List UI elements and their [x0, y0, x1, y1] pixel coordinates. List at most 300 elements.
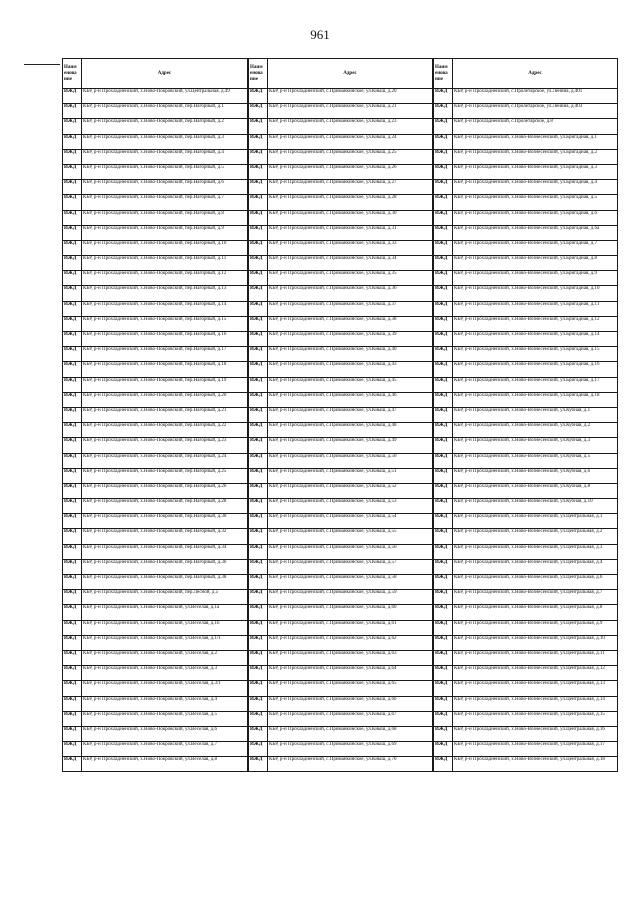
object-type: ИЖД [434, 529, 453, 544]
object-address: КБР, р-н Прохладненский, с.Приманкинское, ул.Кныш, д.66 [268, 696, 433, 711]
table-row [249, 650, 433, 665]
object-type: ИЖД [249, 104, 268, 119]
table-row [249, 377, 433, 392]
object-type: ИЖД [434, 392, 453, 407]
object-type: ИЖД [434, 240, 453, 255]
object-address: КБР, р-н Прохладненский, х.Ново-Покровский, пер.Нагорный, д.19 [82, 377, 248, 392]
table-row [249, 635, 433, 650]
table-row [249, 529, 433, 544]
object-type: ИЖД [249, 453, 268, 468]
object-type: ИЖД [434, 164, 453, 179]
object-type: ИЖД [63, 392, 82, 407]
object-type: ИЖД [434, 377, 453, 392]
object-type: ИЖД [63, 559, 82, 574]
table-row [63, 757, 248, 772]
table-row [63, 149, 248, 164]
object-address: КБР, р-н Прохладненский, х.Ново-Покровский, пер.Нагорный, д.14 [82, 301, 248, 316]
table-row [434, 210, 618, 225]
object-address: КБР, р-н Прохладненский, х.Ново-Покровский, ул.Веселая, д.3 [82, 666, 248, 681]
object-address: КБР, р-н Прохладненский, с.Пролетарское, ул.Ленина, д.403 [453, 104, 618, 119]
table-row [249, 301, 433, 316]
object-address: КБР, р-н Прохладненский, с.Приманкинское, ул.Кныш, д.70 [268, 757, 433, 772]
object-address: КБР, р-н Прохладненский, х.Ново-Вознесенский, ул.Кубная, д.6 [453, 468, 618, 483]
object-type: ИЖД [63, 635, 82, 650]
object-address: КБР, р-н Прохладненский, с.Приманкинское, ул.Кныш, д.26 [268, 164, 433, 179]
object-type: ИЖД [63, 286, 82, 301]
table-row [249, 514, 433, 529]
table-row [249, 332, 433, 347]
table-row [249, 423, 433, 438]
table-row [434, 180, 618, 195]
table-row [434, 726, 618, 741]
table-row [434, 225, 618, 240]
object-type: ИЖД [249, 681, 268, 696]
object-type: ИЖД [434, 423, 453, 438]
table-row [63, 180, 248, 195]
object-type: ИЖД [249, 726, 268, 741]
table-row [434, 650, 618, 665]
object-type: ИЖД [249, 635, 268, 650]
object-type: ИЖД [434, 149, 453, 164]
object-type: ИЖД [434, 316, 453, 331]
object-type: ИЖД [249, 210, 268, 225]
object-address: КБР, р-н Прохладненский, х.Ново-Покровский, ул.Веселая, д.1а [82, 605, 248, 620]
table-row [434, 742, 618, 757]
object-type: ИЖД [63, 514, 82, 529]
object-address: КБР, р-н Прохладненский, х.Ново-Вознесенский, ул.Центральная, д.16 [453, 726, 618, 741]
table-row [63, 119, 248, 134]
object-address: КБР, р-н Прохладненский, х.Ново-Покровский, пер.Нагорный, д.16 [82, 332, 248, 347]
object-address: КБР, р-н Прохладненский, х.Ново-Покровский, ул.Веселая, д.1/1 [82, 635, 248, 650]
object-address: КБР, р-н Прохладненский, х.Ново-Вознесенский, ул.Кубная, д.1 [453, 407, 618, 422]
object-type: ИЖД [249, 499, 268, 514]
table-row [63, 514, 248, 529]
object-address: КБР, р-н Прохладненский, с.Приманкинское, ул.Кныш, д.23 [268, 119, 433, 134]
table-row [63, 271, 248, 286]
object-type: ИЖД [434, 742, 453, 757]
object-address: КБР, р-н Прохладненский, с.Приманкинское, ул.Кныш, д.28 [268, 195, 433, 210]
table-row [249, 757, 433, 772]
object-type: ИЖД [434, 89, 453, 104]
object-address: КБР, р-н Прохладненский, х.Ново-Вознесенский, ул.Бригадная, д.6а [453, 225, 618, 240]
object-address: КБР, р-н Прохладненский, х.Ново-Вознесенский, ул.Бригадная, д.7 [453, 240, 618, 255]
object-address: КБР, р-н Прохладненский, х.Ново-Покровский, пер.Нагорный, д.28 [82, 499, 248, 514]
object-address: КБР, р-н Прохладненский, х.Ново-Вознесенский, ул.Бригадная, д.3 [453, 164, 618, 179]
object-address: КБР, р-н Прохладненский, х.Ново-Вознесенский, ул.Кубная, д.10 [453, 499, 618, 514]
object-address: КБР, р-н Прохладненский, с.Приманкинское, ул.Кныш, д.37 [268, 301, 433, 316]
table-row [63, 407, 248, 422]
object-address: КБР, р-н Прохладненский, с.Приманкинское, ул.Кныш, д.53 [268, 499, 433, 514]
table-row [63, 590, 248, 605]
table-row [249, 89, 433, 104]
table-row [63, 164, 248, 179]
object-address: КБР, р-н Прохладненский, с.Приманкинское, ул.Кныш, д.21 [268, 104, 433, 119]
table-row [63, 316, 248, 331]
object-type: ИЖД [249, 347, 268, 362]
object-type: ИЖД [63, 164, 82, 179]
object-type: ИЖД [63, 362, 82, 377]
object-type: ИЖД [63, 332, 82, 347]
object-type: ИЖД [63, 225, 82, 240]
table-row [249, 590, 433, 605]
object-type: ИЖД [63, 180, 82, 195]
table-row [63, 301, 248, 316]
object-type: ИЖД [434, 559, 453, 574]
table-row [249, 180, 433, 195]
object-type: ИЖД [434, 407, 453, 422]
object-address: КБР, р-н Прохладненский, х.Ново-Покровский, ул.Веселая, д.3/1 [82, 681, 248, 696]
object-type: ИЖД [63, 742, 82, 757]
object-address: КБР, р-н Прохладненский, х.Ново-Покровский, пер.Нагорный, д.1 [82, 104, 248, 119]
object-address: КБР, р-н Прохладненский, х.Ново-Вознесенский, ул.Кубная, д.2 [453, 423, 618, 438]
table-row [434, 423, 618, 438]
object-type: ИЖД [249, 316, 268, 331]
header-name: Наим енова ние [249, 59, 268, 89]
object-address: КБР, р-н Прохладненский, с.Приманкинское, ул.Кныш, д.60 [268, 605, 433, 620]
object-address: КБР, р-н Прохладненский, с.Приманкинское, ул.Кныш, д.50 [268, 453, 433, 468]
object-type: ИЖД [63, 89, 82, 104]
object-address: КБР, р-н Прохладненский, х.Ново-Покровский, пер.Нагорный, д.38 [82, 575, 248, 590]
object-address: КБР, р-н Прохладненский, с.Приманкинское, ул.Кныш, д.69 [268, 742, 433, 757]
table-row [434, 559, 618, 574]
object-address: КБР, р-н Прохладненский, х.Ново-Покровский, пер.Нагорный, д.21 [82, 407, 248, 422]
table-row [249, 286, 433, 301]
table-row [63, 225, 248, 240]
object-type: ИЖД [434, 757, 453, 772]
object-address: КБР, р-н Прохладненский, х.Ново-Покровский, пер.Нагорный, д.30 [82, 514, 248, 529]
object-type: ИЖД [63, 575, 82, 590]
object-type: ИЖД [249, 711, 268, 726]
object-type: ИЖД [63, 438, 82, 453]
object-address: КБР, р-н Прохладненский, с.Приманкинское, ул.Кныш, д.58 [268, 575, 433, 590]
object-type: ИЖД [249, 271, 268, 286]
object-address: КБР, р-н Прохладненский, х.Ново-Покровский, пер.Нагорный, д.12 [82, 271, 248, 286]
object-type: ИЖД [249, 240, 268, 255]
object-type: ИЖД [434, 210, 453, 225]
table-row [434, 407, 618, 422]
table-row [249, 407, 433, 422]
table-row [63, 635, 248, 650]
object-type: ИЖД [249, 377, 268, 392]
object-address: КБР, р-н Прохладненский, с.Приманкинское, ул.Кныш, д.61 [268, 620, 433, 635]
object-address: КБР, р-н Прохладненский, х.Ново-Вознесенский, ул.Центральная, д.12 [453, 666, 618, 681]
object-address: КБР, р-н Прохладненский, х.Ново-Вознесенский, ул.Бригадная, д.11 [453, 301, 618, 316]
object-type: ИЖД [434, 301, 453, 316]
object-address: КБР, р-н Прохладненский, х.Ново-Вознесенский, ул.Центральная, д.8 [453, 605, 618, 620]
table-row [434, 195, 618, 210]
object-address: КБР, р-н Прохладненский, х.Ново-Покровский, пер.Нагорный, д.11 [82, 256, 248, 271]
table-body [249, 89, 433, 772]
table-row [249, 195, 433, 210]
object-type: ИЖД [434, 180, 453, 195]
object-address: КБР, р-н Прохладненский, х.Ново-Вознесенский, ул.Центральная, д.3 [453, 544, 618, 559]
object-address: КБР, р-н Прохладненский, с.Приманкинское, ул.Кныш, д.20 [268, 89, 433, 104]
table-row [63, 134, 248, 149]
object-address: КБР, р-н Прохладненский, с.Приманкинское, ул.Кныш, д.33 [268, 240, 433, 255]
object-address: КБР, р-н Прохладненский, х.Ново-Покровский, пер.Нагорный, д.26 [82, 483, 248, 498]
table-row [249, 119, 433, 134]
object-type: ИЖД [63, 149, 82, 164]
object-type: ИЖД [63, 726, 82, 741]
object-type: ИЖД [249, 666, 268, 681]
object-type: ИЖД [63, 271, 82, 286]
object-address: КБР, р-н Прохладненский, х.Ново-Покровский, ул.Веселая, д.4 [82, 696, 248, 711]
table-row [63, 195, 248, 210]
address-table-1 [62, 58, 248, 772]
object-type: ИЖД [434, 468, 453, 483]
object-type: ИЖД [434, 499, 453, 514]
object-address: КБР, р-н Прохладненский, х.Ново-Вознесенский, ул.Центральная, д.11 [453, 650, 618, 665]
object-address: КБР, р-н Прохладненский, с.Пролетарское, д.8 [453, 119, 618, 134]
object-type: ИЖД [434, 635, 453, 650]
table-row [434, 499, 618, 514]
table-body [434, 89, 618, 772]
object-address: КБР, р-н Прохладненский, х.Ново-Покровский, пер.Нагорный, д.32 [82, 529, 248, 544]
header-row [434, 59, 618, 89]
table-row [434, 149, 618, 164]
object-address: КБР, р-н Прохладненский, с.Приманкинское, ул.Кныш, д.49 [268, 438, 433, 453]
table-row [434, 240, 618, 255]
table-row [63, 423, 248, 438]
object-address: КБР, р-н Прохладненский, х.Ново-Покровский, пер.Нагорный, д.25 [82, 468, 248, 483]
object-type: ИЖД [249, 605, 268, 620]
table-row [63, 650, 248, 665]
object-type: ИЖД [63, 134, 82, 149]
object-type: ИЖД [249, 742, 268, 757]
table-row [249, 620, 433, 635]
table-row [63, 605, 248, 620]
object-address: КБР, р-н Прохладненский, х.Ново-Покровский, пер.Нагорный, д.13 [82, 286, 248, 301]
object-type: ИЖД [434, 514, 453, 529]
object-address: КБР, р-н Прохладненский, х.Ново-Покровский, ул.Веселая, д.2 [82, 650, 248, 665]
object-address: КБР, р-н Прохладненский, с.Приманкинское, ул.Кныш, д.56 [268, 544, 433, 559]
object-type: ИЖД [434, 286, 453, 301]
object-type: ИЖД [63, 240, 82, 255]
object-type: ИЖД [249, 757, 268, 772]
table-row [434, 286, 618, 301]
table-row [63, 544, 248, 559]
header-row [249, 59, 433, 89]
object-type: ИЖД [249, 590, 268, 605]
object-type: ИЖД [249, 164, 268, 179]
object-address: КБР, р-н Прохладненский, х.Ново-Покровский, пер.Нагорный, д.6 [82, 180, 248, 195]
object-address: КБР, р-н Прохладненский, х.Ново-Вознесенский, ул.Бригадная, д.5 [453, 195, 618, 210]
header-address: Адрес [82, 59, 248, 89]
object-address: КБР, р-н Прохладненский, х.Ново-Покровский, ул.Центральная, д.49 [82, 89, 248, 104]
table-row [434, 271, 618, 286]
table-row [63, 681, 248, 696]
object-address: КБР, р-н Прохладненский, х.Ново-Покровский, пер.Нагорный, д.22 [82, 423, 248, 438]
table-row [434, 316, 618, 331]
object-type: ИЖД [63, 499, 82, 514]
table-row [434, 514, 618, 529]
table-row [63, 696, 248, 711]
object-address: КБР, р-н Прохладненский, х.Ново-Покровский, пер.Нагорный, д.4 [82, 149, 248, 164]
object-type: ИЖД [249, 529, 268, 544]
object-type: ИЖД [63, 681, 82, 696]
table-row [249, 696, 433, 711]
table-row [249, 499, 433, 514]
table-row [434, 529, 618, 544]
address-table-2 [248, 58, 433, 772]
object-address: КБР, р-н Прохладненский, с.Приманкинское, ул.Кныш, д.54 [268, 514, 433, 529]
table-row [63, 453, 248, 468]
object-type: ИЖД [63, 104, 82, 119]
object-address: КБР, р-н Прохладненский, х.Ново-Вознесенский, ул.Бригадная, д.4 [453, 180, 618, 195]
object-address: КБР, р-н Прохладненский, х.Ново-Вознесенский, ул.Бригадная, д.14 [453, 332, 618, 347]
object-type: ИЖД [434, 104, 453, 119]
object-address: КБР, р-н Прохладненский, х.Ново-Покровский, пер.Нагорный, д.9 [82, 225, 248, 240]
table-row [434, 362, 618, 377]
table-row [434, 544, 618, 559]
table-row [434, 134, 618, 149]
object-type: ИЖД [434, 225, 453, 240]
object-type: ИЖД [63, 529, 82, 544]
table-row [434, 666, 618, 681]
object-type: ИЖД [63, 301, 82, 316]
table-row [249, 392, 433, 407]
table-row [63, 256, 248, 271]
object-type: ИЖД [249, 696, 268, 711]
object-address: КБР, р-н Прохладненский, с.Приманкинское, ул.Кныш, д.24 [268, 134, 433, 149]
object-address: КБР, р-н Прохладненский, с.Приманкинское, ул.Кныш, д.30 [268, 210, 433, 225]
object-type: ИЖД [63, 696, 82, 711]
object-type: ИЖД [63, 256, 82, 271]
object-address: КБР, р-н Прохладненский, х.Ново-Покровский, пер.Нагорный, д.34 [82, 544, 248, 559]
object-type: ИЖД [434, 453, 453, 468]
table-row [63, 726, 248, 741]
object-type: ИЖД [63, 316, 82, 331]
table-row [249, 453, 433, 468]
table-row [434, 757, 618, 772]
page-number: 961 [310, 27, 330, 42]
object-type: ИЖД [63, 544, 82, 559]
object-type: ИЖД [434, 696, 453, 711]
table-row [434, 590, 618, 605]
object-type: ИЖД [434, 362, 453, 377]
object-address: КБР, р-н Прохладненский, х.Ново-Вознесенский, ул.Бригадная, д.18 [453, 392, 618, 407]
object-address: КБР, р-н Прохладненский, х.Ново-Покровский, ул.Веселая, д.1б [82, 620, 248, 635]
object-type: ИЖД [249, 468, 268, 483]
object-type: ИЖД [434, 134, 453, 149]
table-row [249, 347, 433, 362]
table-row [434, 605, 618, 620]
table-row [434, 119, 618, 134]
object-address: КБР, р-н Прохладненский, х.Ново-Покровский, пер.Нагорный, д.24 [82, 453, 248, 468]
object-type: ИЖД [249, 362, 268, 377]
table-row [63, 499, 248, 514]
object-address: КБР, р-н Прохладненский, х.Ново-Вознесенский, ул.Центральная, д.14 [453, 696, 618, 711]
table-row [434, 347, 618, 362]
object-address: КБР, р-н Прохладненский, х.Ново-Вознесенский, ул.Кубная, д.8 [453, 483, 618, 498]
object-address: КБР, р-н Прохладненский, с.Приманкинское, ул.Кныш, д.31 [268, 225, 433, 240]
object-address: КБР, р-н Прохладненский, с.Приманкинское, ул.Кныш, д.68 [268, 726, 433, 741]
table-row [249, 681, 433, 696]
table-row [249, 240, 433, 255]
object-address: КБР, р-н Прохладненский, х.Ново-Вознесенский, ул.Бригадная, д.2 [453, 149, 618, 164]
table-row [434, 620, 618, 635]
object-address: КБР, р-н Прохладненский, х.Ново-Вознесенский, ул.Бригадная, д.1 [453, 134, 618, 149]
table-row [249, 149, 433, 164]
table-row [249, 438, 433, 453]
object-type: ИЖД [434, 544, 453, 559]
table-row [63, 89, 248, 104]
object-type: ИЖД [63, 650, 82, 665]
object-type: ИЖД [63, 377, 82, 392]
object-address: КБР, р-н Прохладненский, х.Ново-Вознесенский, ул.Бригадная, д.15 [453, 347, 618, 362]
object-address: КБР, р-н Прохладненский, х.Ново-Вознесенский, ул.Центральная, д.18 [453, 757, 618, 772]
object-address: КБР, р-н Прохладненский, х.Ново-Покровский, пер.Нагорный, д.23 [82, 438, 248, 453]
table-row [434, 104, 618, 119]
object-type: ИЖД [249, 438, 268, 453]
object-address: КБР, р-н Прохладненский, с.Приманкинское, ул.Кныш, д.48 [268, 423, 433, 438]
object-address: КБР, р-н Прохладненский, х.Ново-Вознесенский, ул.Бригадная, д.17 [453, 377, 618, 392]
table-row [249, 726, 433, 741]
object-type: ИЖД [63, 757, 82, 772]
object-address: КБР, р-н Прохладненский, с.Приманкинское, ул.Кныш, д.45 [268, 377, 433, 392]
object-type: ИЖД [434, 195, 453, 210]
object-address: КБР, р-н Прохладненский, с.Приманкинское, ул.Кныш, д.36 [268, 286, 433, 301]
object-address: КБР, р-н Прохладненский, х.Ново-Покровский, пер.Нагорный, д.7 [82, 195, 248, 210]
table-row [249, 210, 433, 225]
table-row [63, 104, 248, 119]
object-address: КБР, р-н Прохладненский, х.Ново-Покровский, пер.Нагорный, д.36 [82, 559, 248, 574]
object-type: ИЖД [63, 423, 82, 438]
object-type: ИЖД [249, 392, 268, 407]
table-row [249, 575, 433, 590]
table-row [249, 605, 433, 620]
table-row [434, 468, 618, 483]
table-row [434, 164, 618, 179]
table-row [249, 483, 433, 498]
object-address: КБР, р-н Прохладненский, с.Приманкинское, ул.Кныш, д.38 [268, 316, 433, 331]
object-address: КБР, р-н Прохладненский, х.Ново-Вознесенский, ул.Бригадная, д.10 [453, 286, 618, 301]
table-row [63, 620, 248, 635]
object-type: ИЖД [434, 347, 453, 362]
table-row [249, 559, 433, 574]
object-type: ИЖД [434, 332, 453, 347]
table-row [63, 286, 248, 301]
table-row [434, 681, 618, 696]
table-row [63, 468, 248, 483]
object-type: ИЖД [434, 483, 453, 498]
object-address: КБР, р-н Прохладненский, с.Приманкинское, ул.Кныш, д.57 [268, 559, 433, 574]
object-type: ИЖД [249, 332, 268, 347]
table-row [249, 316, 433, 331]
object-type: ИЖД [249, 180, 268, 195]
object-address: КБР, р-н Прохладненский, с.Приманкинское, ул.Кныш, д.39 [268, 332, 433, 347]
object-type: ИЖД [434, 711, 453, 726]
table-row [249, 164, 433, 179]
object-address: КБР, р-н Прохладненский, х.Ново-Покровский, пер.Нагорный, д.10 [82, 240, 248, 255]
object-address: КБР, р-н Прохладненский, с.Приманкинское, ул.Кныш, д.35 [268, 271, 433, 286]
object-type: ИЖД [249, 423, 268, 438]
table-row [249, 225, 433, 240]
object-type: ИЖД [434, 575, 453, 590]
object-type: ИЖД [434, 620, 453, 635]
object-type: ИЖД [249, 544, 268, 559]
object-address: КБР, р-н Прохладненский, х.Ново-Вознесенский, ул.Бригадная, д.9 [453, 271, 618, 286]
object-address: КБР, р-н Прохладненский, с.Приманкинское, ул.Кныш, д.55 [268, 529, 433, 544]
header-name: Наим енова ние [434, 59, 453, 89]
table-row [249, 104, 433, 119]
table-row [63, 332, 248, 347]
address-tables [62, 58, 618, 772]
object-address: КБР, р-н Прохладненский, х.Ново-Покровский, пер.Нагорный, д.2 [82, 119, 248, 134]
object-address: КБР, р-н Прохладненский, х.Ново-Покровский, ул.Веселая, д.7 [82, 742, 248, 757]
object-address: КБР, р-н Прохладненский, х.Ново-Покровский, пер.Нагорный, д.8 [82, 210, 248, 225]
address-table-3 [433, 58, 618, 772]
